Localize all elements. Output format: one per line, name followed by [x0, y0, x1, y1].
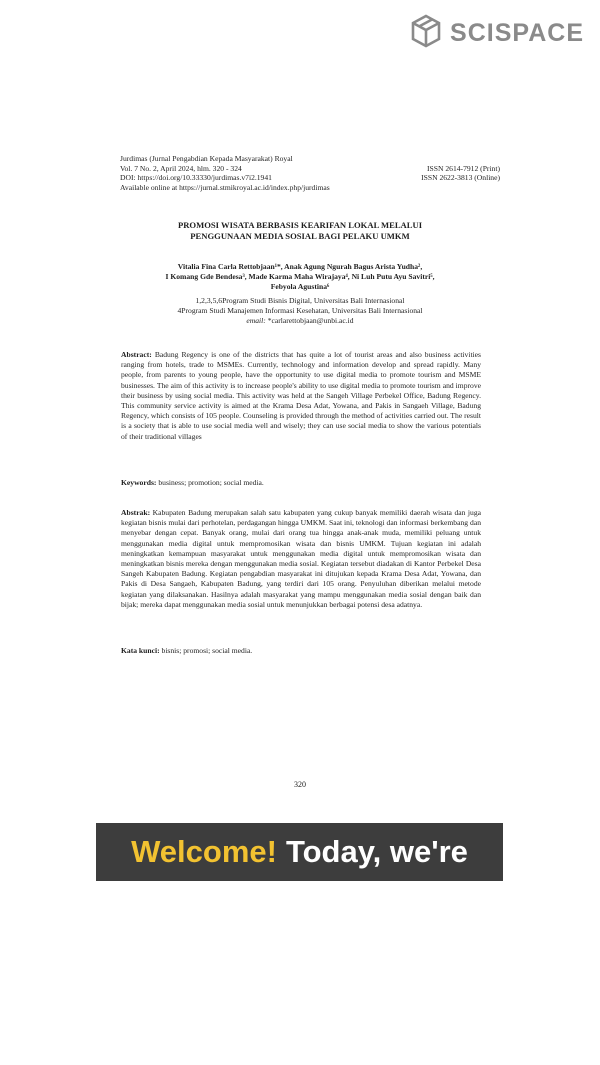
authors-line-1: Vitalia Fina Carla Rettobjaan¹*, Anak Agung Ngurah Bagus Arista Yudha²,: [177, 262, 423, 271]
abstract-label: Abstract:: [121, 350, 152, 359]
scispace-logo[interactable]: [410, 14, 584, 53]
abstrak-text: Kabupaten Badung merupakan salah satu kabupaten yang cukup banyak memiliki daerah wisata dan juga kegiatan bisnis mulai dari perhotelan, perdagangan hingga UMKM. Saat ini, teknologi dan informasi berkembang dan menyebar dengan cepat. Banyak orang, mulai dari orang tua hingga anak-anak muda, memiliki peluang untuk menggunakan media digital untuk mempromosikan wisata dan bisnis UMKM. Tujuan kegiatan ini adalah meningkatkan kemampuan masyarakat untuk menggunakan media digital untuk mempromosikan wisata dan meningkatkan bisnis mereka dengan menggunakan media sosial. Kegiatan tersebut diadakan di Kantor Perbekel Desa Sangeh Kabupaten Badung. Kegiatan pengabdian masyarakat ini ditujukan kepada Krama Desa Adat, Yowana, dan Pakis di Desa Sangaeh, Kabupaten Badung, yang terdiri dari 105 orang. Penyuluhan diberikan melalui metode kegiatan yang dilaksanakan. Hasilnya adalah masyarakat yang mampu menggunakan media sosial dengan baik dan bijak; mereka dapat menggunakan media sosial untuk menunjukkan berbagai potensi desa adatnya.: [121, 508, 482, 609]
kata-kunci-label: Kata kunci:: [121, 646, 160, 655]
caption-text: Today, we're: [285, 834, 468, 869]
email-line: [120, 316, 480, 326]
journal-name: Jurdimas (Jurnal Pengabdian Kepada Masyarakat) Royal: [120, 154, 293, 163]
keywords-text: business; promotion; social media.: [158, 478, 264, 487]
page-number: 320: [294, 780, 306, 789]
doi-link[interactable]: DOI: https://doi.org/10.33330/jurdimas.v7i2.1941: [120, 173, 272, 183]
issn-print: ISSN 2614-7912 (Print): [427, 163, 500, 173]
keywords-english: [121, 478, 481, 488]
email-address[interactable]: *carlarettobjaan@unbi.ac.id: [267, 316, 354, 325]
abstrak-label: Abstrak:: [121, 508, 151, 517]
kata-kunci-text: bisnis; promosi; social media.: [161, 646, 253, 655]
scispace-cube-icon: [410, 14, 442, 53]
paper-title: [120, 220, 480, 243]
authors-line-2: I Komang Gde Bendesa³, Made Karma Maha Wirajaya⁴, Ni Luh Putu Ayu Savitri⁵,: [165, 272, 435, 282]
abstract-english: [121, 350, 481, 442]
brand-name: SCISPACE: [450, 19, 584, 47]
title-line-1: PROMOSI WISATA BERBASIS KEARIFAN LOKAL MELALUI: [177, 220, 423, 230]
available-online[interactable]: Available online at https://jurnal.stmikroyal.ac.id/index.php/jurdimas: [120, 182, 330, 192]
affiliations: [120, 296, 480, 326]
abstract-text: Badung Regency is one of the districts that has quite a lot of tourist areas and also business activities ranging from hotels, trade to MSMEs. Currently, technology and information develop and spread rapidly. Many people, from parents to young people, have the opportunity to use digital media to promote tourism and MSME businesses. The aim of this activity is to increase people's ability to use digital media to promote tourism and improve their business by using social media. This activity was held at the Sangeh Village Perbekel Office, Badung Regency. This community service activity is aimed at the Krama Desa Adat, Yowana, and Pakis in Sangaeh Village, Badung Regency, which consists of 105 people. Counseling is provided through the method of activities carried out. The result is a society that is able to use social media well and wisely; they can use social media to show the various potentials of their traditional villages: [121, 350, 481, 441]
issn-online: ISSN 2622-3813 (Online): [421, 173, 500, 183]
affiliation-2: 4Program Studi Manajemen Informasi Kesehatan, Universitas Bali Internasional: [177, 306, 423, 315]
journal-volume: Vol. 7 No. 2, April 2024, hlm. 320 - 324: [120, 163, 242, 173]
title-line-2: PENGGUNAAN MEDIA SOSIAL BAGI PELAKU UMKM: [190, 231, 410, 242]
authors: [120, 262, 480, 293]
caption-highlight: Welcome!: [131, 834, 277, 869]
journal-header: [120, 154, 500, 192]
keywords-label: Keywords:: [121, 478, 157, 487]
kata-kunci: [121, 646, 481, 656]
affiliation-1: 1,2,3,5,6Program Studi Bisnis Digital, Universitas Bali Internasional: [195, 296, 405, 305]
authors-line-3: Febyola Agustina⁶: [270, 282, 330, 292]
subtitle-caption: [96, 823, 503, 881]
abstrak-indonesian: [121, 508, 481, 610]
email-label: email:: [246, 316, 266, 325]
